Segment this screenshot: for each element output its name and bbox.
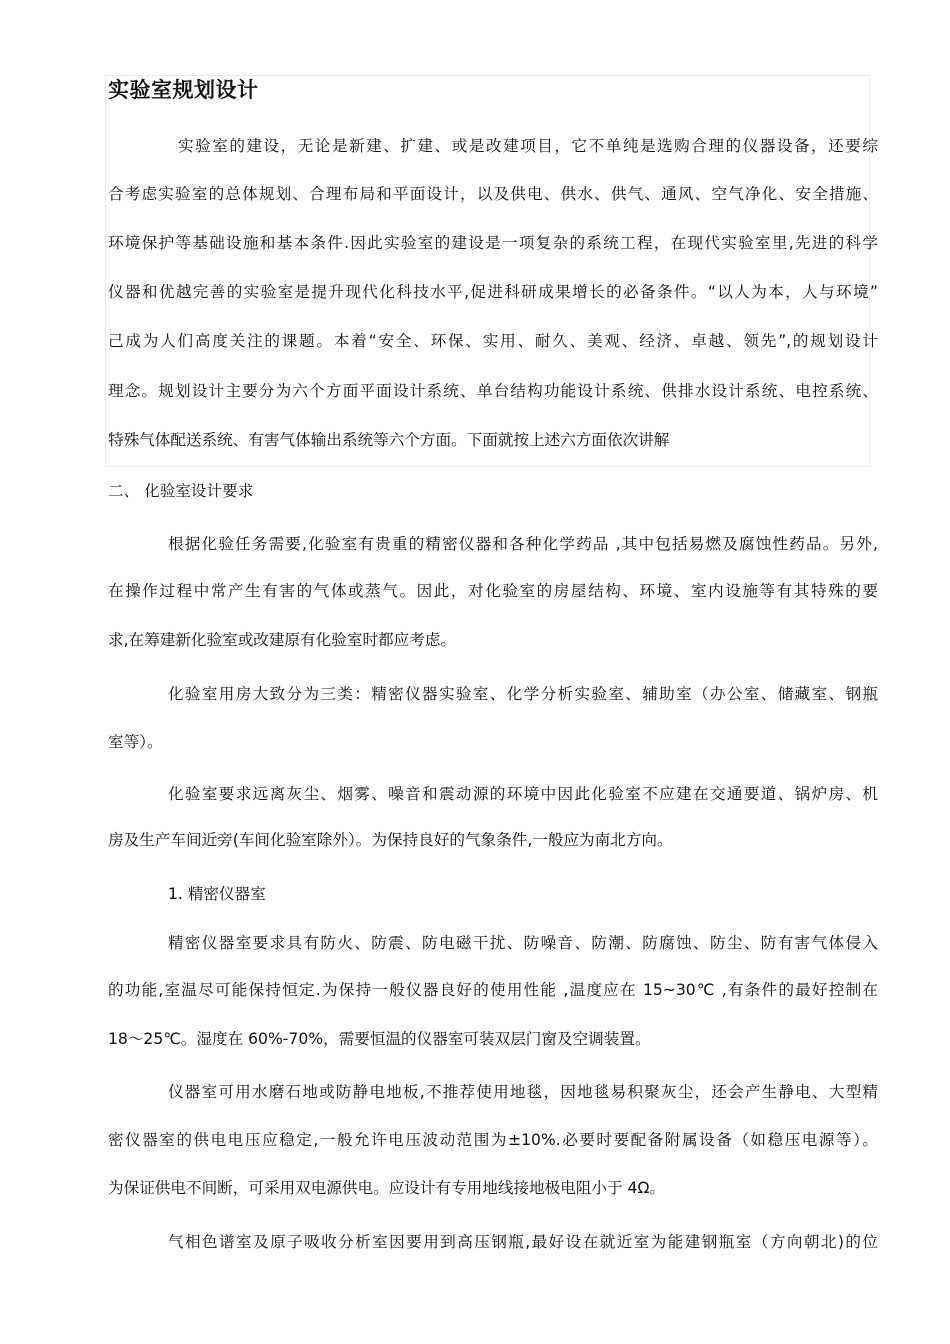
paragraph-line: 密仪器室的供电电压应稳定,一般允许电压波动范围为±10%.必要时要配备附属设备（如稳压电源等）。 [108,1131,878,1149]
paragraph-line: 房及生产车间近旁(车间化验室除外）。为保持良好的气象条件,一般应为南北方向。 [108,831,673,849]
intro-line: 仪器和优越完善的实验室是提升现代化科技水平,促进科研成果增长的必备条件。“以人为本，人与环境” [108,283,878,301]
paragraph-line: 精密仪器室要求具有防火、防震、防电磁干扰、防噪音、防潮、防腐蚀、防尘、防有害气体侵入 [168,934,878,952]
paragraph-line: 室等）。 [108,733,163,751]
paragraph-line: 18～25℃。湿度在 60%-70%，需要恒温的仪器室可装双层门窗及空调装置。 [108,1030,651,1048]
paragraph-line: 仪器室可用水磨石地或防静电地板,不推荐使用地毯，因地毯易积聚灰尘，还会产生静电、大型精 [168,1083,878,1101]
paragraph-line: 气相色谱室及原子吸收分析室因要用到高压钢瓶,最好设在就近室为能建钢瓶室（方向朝北)的位 [168,1233,878,1251]
section-heading: 二、 化验室设计要求 [108,482,254,500]
intro-line: 特殊气体配送系统、有害气体输出系统等六个方面。下面就按上述六方面依次讲解 [108,431,670,449]
page-title: 实验室规划设计 [108,78,259,102]
intro-line: 理念。规划设计主要分为六个方面平面设计系统、单台结构功能设计系统、供排水设计系统、电控系统、 [108,382,878,400]
paragraph-line: 在操作过程中常产生有害的气体或蒸气。因此，对化验室的房屋结构、环境、室内设施等有其特殊的要 [108,582,878,600]
intro-line: 合考虑实验室的总体规划、合理布局和平面设计，以及供电、供水、供气、通风、空气净化、安全措施、 [108,185,878,203]
intro-line: 实验室的建设，无论是新建、扩建、或是改建项目，它不单纯是选购合理的仪器设备，还要综 [178,137,878,155]
intro-line: 环境保护等基础设施和基本条件.因此实验室的建设是一项复杂的系统工程，在现代实验室里,先进的科学 [108,234,878,252]
intro-box [105,75,870,467]
paragraph-line: 的功能,室温尽可能保持恒定.为保持一般仪器良好的使用性能 ,温度应在 15~30℃ ,有条件的最好控制在 [108,981,878,999]
paragraph-line: 求,在筹建新化验室或改建原有化验室时都应考虑。 [108,631,457,649]
paragraph-line: 为保证供电不间断，可采用双电源供电。应设计有专用地线接地极电阻小于 4Ω。 [108,1179,665,1197]
intro-line: 己成为人们高度关注的课题。本着“安全、环保、实用、耐久、美观、经济、卓越、领先”,的规划设计 [108,332,878,350]
paragraph-line: 根据化验任务需要,化验室有贵重的精密仪器和各种化学药品 ,其中包括易燃及腐蚀性药品。另外, [168,535,878,553]
paragraph-line: 化验室要求远离灰尘、烟雾、噪音和震动源的环境中因此化验室不应建在交通要道、锅炉房、机 [168,785,878,803]
subsection-heading: 1. 精密仪器室 [168,885,266,903]
paragraph-line: 化验室用房大致分为三类：精密仪器实验室、化学分析实验室、辅助室（办公室、储藏室、钢瓶 [168,685,878,703]
